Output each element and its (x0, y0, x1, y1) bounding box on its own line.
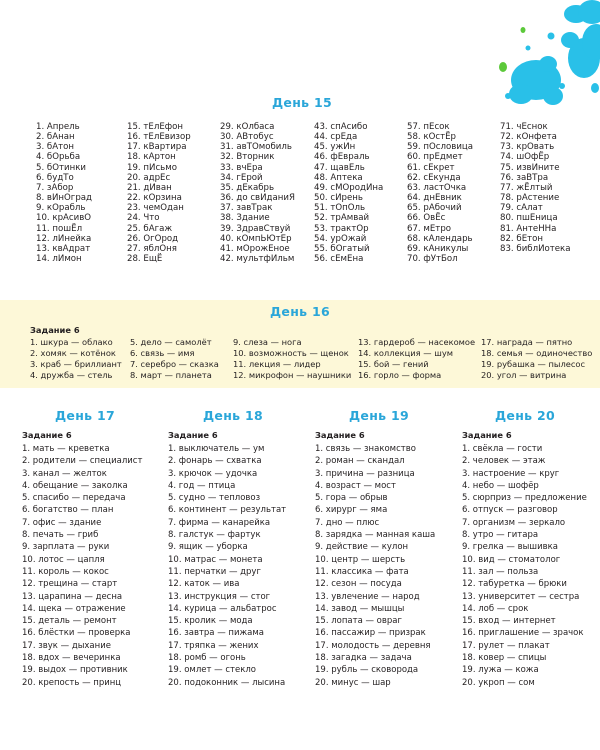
list-item: 57. пЕсок (407, 122, 450, 132)
day20-task-label: Задание 6 (462, 430, 512, 440)
list-item: 6. будТо (36, 172, 74, 183)
list-item: 65. рАбочий (407, 203, 462, 214)
list-item: 1. свёкла — гости (462, 444, 543, 454)
list-item: 21. дИван (127, 182, 172, 193)
list-item: 1. мать — креветка (22, 444, 110, 454)
list-item: 45. ужИн (314, 142, 356, 153)
list-item: 83. библИотека (500, 243, 571, 254)
list-item: 60. прЕдмет (407, 152, 463, 163)
list-item: 8. вИнОград (36, 193, 92, 204)
list-item: 19. омлет — стекло (168, 665, 256, 676)
list-item: 46. фЕвраль (314, 152, 370, 163)
list-item: 13. квАдрат (36, 243, 91, 254)
list-item: 43. спАсибо (314, 122, 368, 132)
list-item: 15. тЕлЕфон (127, 122, 183, 132)
list-item: 34. гЕрой (220, 172, 263, 183)
list-item: 74. шОфЁр (500, 152, 550, 163)
list-item: 19. выдох — противник (22, 665, 128, 676)
list-item: 4. дружба — стель (30, 370, 113, 381)
list-item: 69. кАникулы (407, 243, 469, 254)
list-item: 37. завТрак (220, 203, 273, 214)
list-item: 70. фУтБол (407, 254, 458, 265)
list-item: 13. гардероб — насекомое (358, 337, 476, 347)
list-item: 5. сюрприз — предложение (462, 493, 587, 504)
list-item: 9. зарплата — руки (22, 542, 110, 553)
list-item: 3. причина — разница (315, 468, 415, 479)
list-item: 12. сезон — посуда (315, 579, 402, 590)
list-item: 13. инструкция — стог (168, 591, 271, 602)
list-item: 10. возможность — щенок (233, 348, 349, 359)
list-item: 2. хомяк — котёнок (30, 348, 116, 359)
list-item: 3. настроение — круг (462, 468, 560, 479)
list-item: 11. классика — фата (315, 566, 409, 577)
list-item: 3. краб — бриллиант (30, 359, 122, 370)
list-item: 20. минус — шар (315, 677, 391, 688)
list-item: 24. Что (127, 213, 160, 224)
day15-column-5 (407, 122, 473, 264)
list-item: 52. трАмвай (314, 213, 370, 224)
list-item: 17. награда — пятно (481, 337, 573, 347)
list-item: 73. крОвать (500, 142, 555, 153)
list-item: 81. АнтеННа (500, 223, 557, 234)
list-item: 6. связь — имя (130, 348, 195, 359)
list-item: 17. рулет — плакат (462, 640, 550, 651)
list-item: 50. сИрень (314, 193, 363, 204)
list-item: 16. пассажир — призрак (315, 628, 426, 639)
list-item: 4. обещание — заколка (22, 480, 128, 491)
list-item: 13. царапина — десна (22, 591, 123, 602)
day15-column-2 (127, 122, 191, 264)
list-item: 30. АВтобус (220, 132, 274, 143)
list-item: 20. укроп — сом (462, 677, 535, 688)
list-item: 4. небо — шофёр (462, 480, 539, 491)
list-item: 36. до свИданиЯ (220, 193, 295, 204)
list-item: 20. подоконник — лысина (168, 677, 286, 688)
list-item: 23. чемОдан (127, 203, 184, 214)
list-item: 15. кролик — мода (168, 616, 253, 627)
list-item: 18. ковер — спицы (462, 653, 547, 664)
list-item: 51. тОпОль (314, 203, 366, 214)
day17-list (22, 443, 142, 689)
list-item: 2. бАнан (36, 132, 75, 143)
list-item: 11. перчатки — друг (168, 566, 261, 577)
list-item: 12. лИнейка (36, 233, 92, 244)
list-item: 11. король — кокос (22, 566, 109, 577)
list-item: 17. тряпка — жених (168, 640, 259, 651)
list-item: 12. каток — ива (168, 579, 240, 590)
list-item: 66. ОвЁс (407, 213, 446, 224)
list-item: 9. действие — кулон (315, 542, 409, 553)
list-item: 14. щека — отражение (22, 603, 126, 614)
day15-column-4 (314, 122, 383, 264)
list-item: 62. сЕкунда (407, 172, 461, 183)
list-item: 14. курица — альбатрос (168, 603, 277, 614)
list-item: 27. яблОня (127, 243, 177, 254)
list-item: 77. жЁлтый (500, 182, 553, 193)
list-item: 17. молодость — деревня (315, 640, 431, 651)
list-item: 4. бОрьба (36, 152, 81, 163)
list-item: 2. роман — скандал (315, 456, 405, 467)
list-item: 82. бЕтон (500, 233, 544, 244)
list-item: 22. кОрзина (127, 193, 182, 204)
list-item: 3. канал — желток (22, 468, 107, 479)
day19-list (315, 443, 435, 689)
list-item: 18. загадка — задача (315, 653, 412, 664)
list-item: 31. авТОмобиль (220, 142, 292, 153)
list-item: 2. фонарь — схватка (168, 456, 262, 467)
list-item: 79. сАлат (500, 203, 543, 214)
day16-column-2 (130, 337, 219, 381)
list-item: 56. сЕмЕна (314, 254, 364, 265)
list-item: 33. вчЕра (220, 162, 263, 173)
list-item: 11. лекция — лидер (233, 359, 321, 370)
list-item: 11. пошЁл (36, 223, 83, 234)
list-item: 15. лопата — овраг (315, 616, 402, 627)
list-item: 18. кАртон (127, 152, 176, 163)
list-item: 6. хирург — яма (315, 505, 388, 516)
list-item: 16. тЕлЕвизор (127, 132, 191, 143)
list-item: 78. рАстение (500, 193, 560, 204)
list-item: 10. центр — шерсть (315, 554, 406, 565)
list-item: 1. выключатель — ум (168, 444, 265, 454)
list-item: 44. срЕда (314, 132, 358, 143)
list-item: 15. бой — гений (358, 359, 429, 370)
list-item: 53. трактОр (314, 223, 369, 234)
list-item: 6. богатство — план (22, 505, 114, 516)
list-item: 9. грелка — вышивка (462, 542, 558, 553)
list-item: 9. кОрабль (36, 203, 86, 214)
list-item: 8. март — планета (130, 370, 212, 381)
list-item: 5. бОтинки (36, 162, 86, 173)
list-item: 19. рубашка — пылесос (481, 359, 586, 370)
list-item: 14. коллекция — шум (358, 348, 454, 359)
day16-column-4 (358, 337, 475, 381)
list-item: 10. лотос — цапля (22, 554, 105, 565)
list-item: 55. бОгатый (314, 243, 370, 254)
list-item: 16. приглашение — зрачок (462, 628, 584, 639)
list-item: 7. фирма — канарейка (168, 517, 271, 528)
list-item: 13. университет — сестра (462, 591, 580, 602)
list-item: 47. щавЕль (314, 162, 365, 173)
list-item: 68. кАлендарь (407, 233, 473, 244)
list-item: 71. чЕснок (500, 122, 548, 132)
list-item: 5. дело — самолёт (130, 337, 212, 347)
list-item: 6. континент — результат (168, 505, 287, 516)
list-item: 8. печать — гриб (22, 530, 99, 541)
list-item: 4. возраст — мост (315, 480, 396, 491)
list-item: 7. серебро — сказка (130, 359, 219, 370)
list-item: 19. лужа — кожа (462, 665, 539, 676)
list-item: 80. пшЕница (500, 213, 558, 224)
list-item: 20. угол — витрина (481, 370, 567, 381)
list-item: 18. семья — одиночество (481, 348, 593, 359)
list-item: 72. кОнфета (500, 132, 557, 143)
list-item: 14. завод — мышцы (315, 603, 405, 614)
list-item: 25. бАгаж (127, 223, 173, 234)
list-item: 17. кВартира (127, 142, 187, 153)
day18-title: День 18 (203, 408, 263, 423)
day18-task-label: Задание 6 (168, 430, 218, 440)
list-item: 67. мЕтро (407, 223, 452, 234)
list-item: 42. мультфИльм (220, 254, 295, 265)
list-item: 35. дЕкабрь (220, 182, 275, 193)
day16-title: День 16 (270, 304, 330, 319)
list-item: 26. ОгОрод (127, 233, 179, 244)
list-item: 17. звук — дыхание (22, 640, 111, 651)
list-item: 7. организм — зеркало (462, 517, 566, 528)
list-item: 15. деталь — ремонт (22, 616, 117, 627)
day16-column-1 (30, 337, 122, 381)
day17-task-label: Задание 6 (22, 430, 72, 440)
day18-list (168, 443, 286, 689)
list-item: 3. бАтон (36, 142, 74, 153)
list-item: 61. сЕкрет (407, 162, 455, 173)
list-item: 49. сМОродИна (314, 182, 384, 193)
day20-list (462, 443, 587, 689)
list-item: 18. ромб — огонь (168, 653, 246, 664)
list-item: 29. кОлбаса (220, 122, 275, 132)
day20-title: День 20 (495, 408, 555, 423)
list-item: 32. Вторник (220, 152, 275, 163)
list-item: 7. зАбор (36, 182, 74, 193)
list-item: 1. связь — знакомство (315, 444, 416, 454)
list-item: 3. крючок — удочка (168, 468, 258, 479)
list-item: 5. судно — тепловоз (168, 493, 261, 504)
list-item: 7. дно — плюс (315, 517, 380, 528)
list-item: 9. слеза — нога (233, 337, 302, 347)
list-item: 76. заВТра (500, 172, 549, 183)
list-item: 19. пИсьмо (127, 162, 177, 173)
list-item: 20. крепость — принц (22, 677, 122, 688)
list-item: 6. отпуск — разговор (462, 505, 558, 516)
list-item: 58. кОстЁр (407, 132, 456, 143)
list-item: 14. лИмон (36, 254, 82, 265)
day15-column-6 (500, 122, 571, 254)
list-item: 75. извИните (500, 162, 560, 173)
day19-title: День 19 (349, 408, 409, 423)
list-item: 59. пОсловица (407, 142, 474, 153)
list-item: 41. мОрожЕное (220, 243, 290, 254)
day15-title: День 15 (272, 95, 332, 110)
list-item: 12. табуретка — брюки (462, 579, 567, 590)
day15-column-1 (36, 122, 92, 264)
list-item: 39. ЗдравСтвуй (220, 223, 291, 234)
day16-task-label: Задание 6 (30, 325, 80, 335)
list-item: 5. гора — обрыв (315, 493, 388, 504)
list-item: 10. крАсивО (36, 213, 92, 224)
list-item: 8. зарядка — манная каша (315, 530, 436, 541)
list-item: 40. кОмпЬЮтЕр (220, 233, 292, 244)
list-item: 64. днЕвник (407, 193, 462, 204)
list-item: 18. вдох — вечеринка (22, 653, 121, 664)
list-item: 10. матрас — монета (168, 554, 263, 565)
list-item: 20. адрЕс (127, 172, 171, 183)
list-item: 38. Здание (220, 213, 270, 224)
list-item: 16. завтра — пижама (168, 628, 264, 639)
list-item: 2. человек — этаж (462, 456, 546, 467)
day19-task-label: Задание 6 (315, 430, 365, 440)
list-item: 12. микрофон — наушники (233, 370, 352, 381)
list-item: 19. рубль — сковорода (315, 665, 419, 676)
list-item: 9. ящик — уборка (168, 542, 248, 553)
list-item: 1. шкура — облако (30, 337, 113, 347)
day17-title: День 17 (55, 408, 115, 423)
list-item: 1. Апрель (36, 122, 80, 132)
list-item: 16. блёстки — проверка (22, 628, 131, 639)
list-item: 14. лоб — срок (462, 603, 529, 614)
list-item: 4. год — птица (168, 480, 236, 491)
list-item: 8. утро — гитара (462, 530, 539, 541)
list-item: 8. галстук — фартук (168, 530, 261, 541)
list-item: 54. урОжай (314, 233, 367, 244)
list-item: 16. горло — форма (358, 370, 442, 381)
day15-column-3 (220, 122, 295, 264)
list-item: 48. Аптека (314, 172, 363, 183)
day16-column-5 (481, 337, 592, 381)
day16-column-3 (233, 337, 351, 381)
list-item: 12. трещина — старт (22, 579, 118, 590)
list-item: 28. ЕщЁ (127, 254, 163, 265)
list-item: 63. ластОчка (407, 182, 467, 193)
list-item: 5. спасибо — передача (22, 493, 126, 504)
list-item: 7. офис — здание (22, 517, 102, 528)
list-item: 11. зал — польза (462, 566, 539, 577)
list-item: 15. вход — интернет (462, 616, 556, 627)
list-item: 13. увлечение — народ (315, 591, 420, 602)
list-item: 10. вид — стоматолог (462, 554, 561, 565)
list-item: 2. родители — специалист (22, 456, 143, 467)
